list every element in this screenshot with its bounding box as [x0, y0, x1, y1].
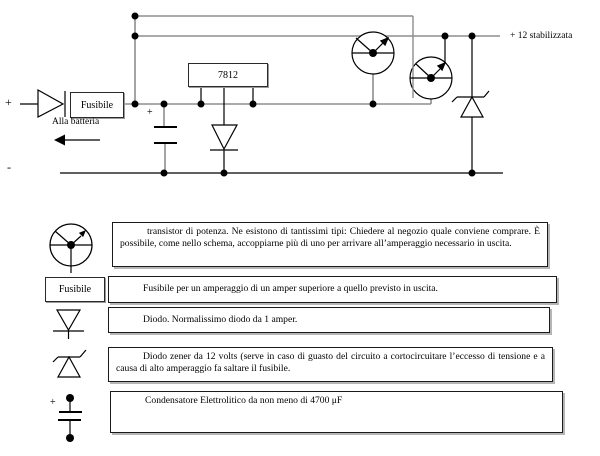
- zener-legend-icon: [48, 344, 90, 382]
- legend-row-transistor: [112, 222, 548, 267]
- output-label: + 12 stabilizzata: [510, 31, 573, 41]
- regulator-label: 7812: [218, 69, 238, 81]
- legend-text-fuse: Fusibile per un amperaggio di un amper superiore a quello previsto in uscita.: [143, 283, 438, 295]
- diode-icon: [210, 125, 238, 150]
- zener-diode-icon: [452, 91, 489, 117]
- legend-row-capacitor: [110, 391, 563, 433]
- input-diode-icon: [38, 90, 65, 117]
- battery-arrow-icon: [54, 135, 100, 146]
- legend-text-transistor: transistor di potenza. Ne esistono di tantissimi tipi: Chiedere al negozio quale conviene comprare. È possibile, come nello schema, accoppiarne più di uno per arrivare all’amperaggio necessario in uscita.: [120, 226, 540, 250]
- legend-text-diode: Diodo. Normalissimo diodo da 1 amper.: [143, 313, 298, 325]
- power-transistor-icon: [46, 219, 98, 275]
- legend-row-fuse: [108, 276, 557, 303]
- fuse-box: [70, 92, 124, 118]
- legend-capacitor-plus-label: +: [50, 397, 56, 408]
- legend-text-capacitor: Condensatore Elettrolitico da non meno di 4700 μF: [145, 395, 343, 406]
- battery-note-label: Alla batteria: [52, 117, 100, 127]
- legend-fuse-label: Fusibile: [58, 284, 92, 295]
- capacitor-plus-label: +: [147, 107, 153, 118]
- legend-text-zener: Diodo zener da 12 volts (serve in caso di guasto del circuito a cortocircuitare l’eccesso di tensione e a causa di alto amperaggio fa saltare il fusibile.: [116, 351, 545, 375]
- legend-row-diode: [108, 307, 550, 333]
- fuse-icon: [45, 277, 105, 302]
- capacitor-legend-icon: [56, 392, 86, 444]
- transistor-circles: [352, 32, 452, 99]
- fuse-box-label: Fusibile: [80, 99, 114, 111]
- legend-row-zener: [108, 347, 553, 382]
- regulator-box: [188, 63, 268, 87]
- minus-label: -: [7, 160, 11, 174]
- capacitor-icon: [154, 127, 177, 143]
- diode-legend-icon: [50, 306, 87, 340]
- input-plus-label: +: [5, 95, 12, 109]
